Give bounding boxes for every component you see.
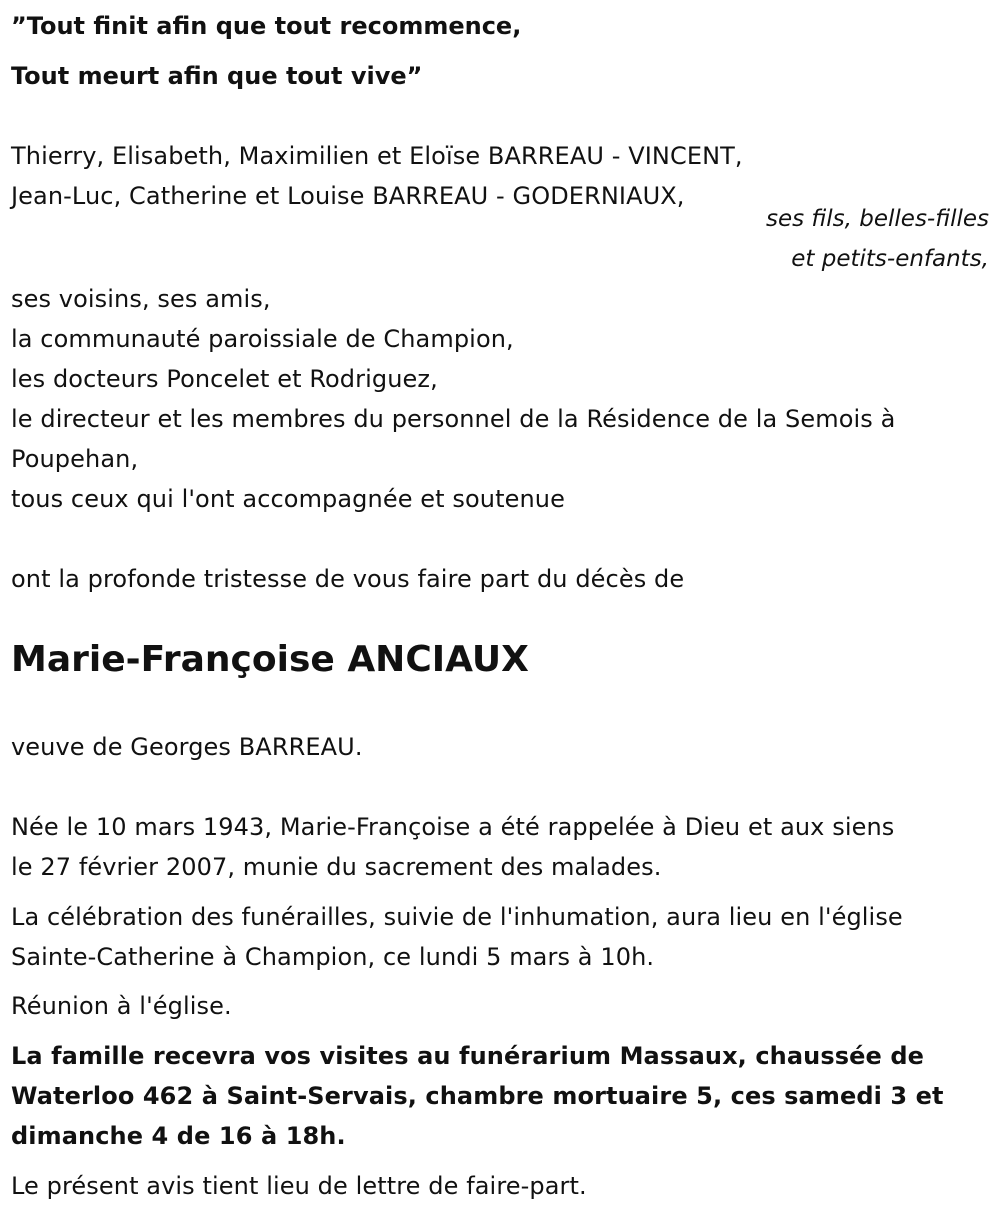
closing-note: Le présent avis tient lieu de lettre de faire-part. bbox=[11, 1172, 587, 1200]
visits-line-3: dimanche 4 de 16 à 18h. bbox=[11, 1122, 346, 1150]
visits-line-1: La famille recevra vos visites au funérarium Massaux, chaussée de bbox=[11, 1042, 924, 1070]
announcement: ont la profonde tristesse de vous faire part du décès de bbox=[11, 565, 685, 593]
others-line-1: ses voisins, ses amis, bbox=[11, 285, 271, 313]
birth-line-2: le 27 février 2007, munie du sacrement des malades. bbox=[11, 853, 662, 881]
family-role-line-2: et petits-enfants, bbox=[791, 246, 989, 272]
family-line-1: Thierry, Elisabeth, Maximilien et Eloïse BARREAU - VINCENT, bbox=[11, 142, 743, 170]
birth-line-1: Née le 10 mars 1943, Marie-Françoise a été rappelée à Dieu et aux siens bbox=[11, 813, 895, 841]
widow-of: veuve de Georges BARREAU. bbox=[11, 733, 363, 761]
funeral-line-1: La célébration des funérailles, suivie de l'inhumation, aura lieu en l'église bbox=[11, 903, 903, 931]
deceased-name: Marie-Françoise ANCIAUX bbox=[11, 639, 529, 680]
funeral-line-2: Sainte-Catherine à Champion, ce lundi 5 mars à 10h. bbox=[11, 943, 655, 971]
others-line-4: le directeur et les membres du personnel de la Résidence de la Semois à bbox=[11, 405, 896, 433]
family-line-2: Jean-Luc, Catherine et Louise BARREAU - GODERNIAUX, bbox=[11, 182, 685, 210]
others-line-3: les docteurs Poncelet et Rodriguez, bbox=[11, 365, 438, 393]
others-line-6: tous ceux qui l'ont accompagnée et soutenue bbox=[11, 485, 565, 513]
others-line-2: la communauté paroissiale de Champion, bbox=[11, 325, 514, 353]
visits-line-2: Waterloo 462 à Saint-Servais, chambre mortuaire 5, ces samedi 3 et bbox=[11, 1082, 944, 1110]
others-line-5: Poupehan, bbox=[11, 445, 139, 473]
quote-line-2: Tout meurt afin que tout vive” bbox=[11, 62, 423, 90]
quote-line-1: ”Tout finit afin que tout recommence, bbox=[11, 12, 522, 40]
meeting-note: Réunion à l'église. bbox=[11, 992, 232, 1020]
family-role-line-1: ses fils, belles-filles bbox=[765, 206, 989, 232]
